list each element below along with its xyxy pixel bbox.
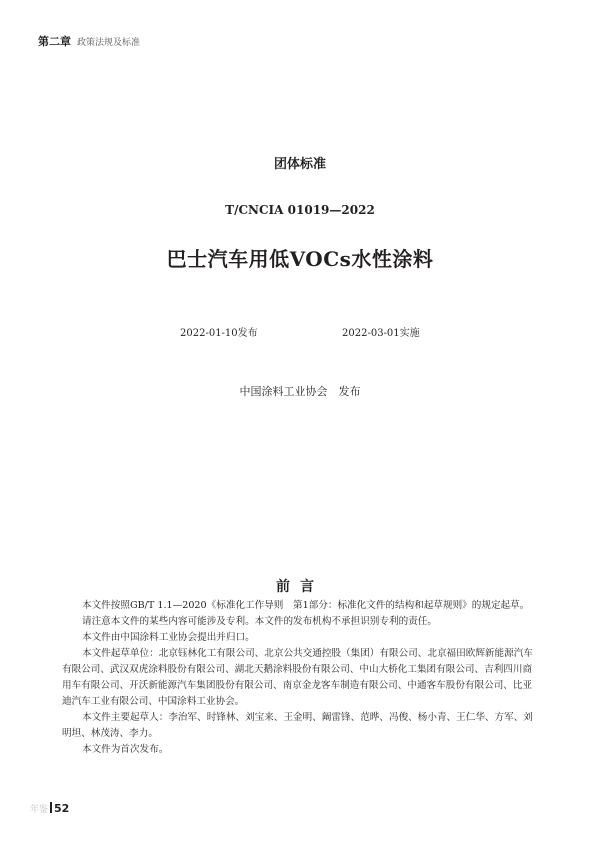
publish-date: 2022-01-10发布: [180, 328, 258, 339]
foreword-paragraph: 本文件由中国涂料工业协会提出并归口。: [82, 632, 255, 643]
page-footer: [30, 802, 69, 815]
foreword-paragraph: 本文件按照GB/T 1.1—2020《标准化工作导则 第1部分：标准化文件的结构和起草规则》的规定起草。: [82, 600, 530, 611]
standard-code: T/CNCIA 01019—2022: [225, 203, 375, 217]
section-label: 政策法规及标准: [77, 38, 141, 48]
foreword-paragraph: 本文件起草单位：北京钰林化工有限公司、北京公共交通控股（集团）有限公司、北京福田欧辉新能源汽车有限公司、武汉双虎涂料股份有限公司、湖北天鹅涂料股份有限公司、中山大桥化工集团有限公司、吉利四川商用车有限公司、开沃新能源汽车集团股份有限公司、南京金龙客车制造有限公司、中通客车股份有限公司、比亚迪汽车工业有限公司、中国涂料工业协会。: [62, 648, 533, 707]
foreword-title: 前言: [276, 579, 324, 595]
publisher: 中国涂料工业协会 发布: [239, 385, 361, 398]
footer-label: 年鉴: [30, 805, 49, 815]
effective-date: 2022-03-01实施: [342, 328, 420, 339]
standard-title: 巴士汽车用低VOCs水性涂料: [166, 247, 434, 271]
standard-type: 团体标准: [273, 157, 326, 172]
chapter-label: 第二章: [38, 35, 71, 48]
running-header: [38, 33, 140, 49]
footer-divider: [50, 802, 52, 813]
foreword-paragraph: 请注意本文件的某些内容可能涉及专利。本文件的发布机构不承担识别专利的责任。: [82, 616, 437, 627]
foreword-body: [62, 598, 540, 758]
foreword-paragraph: 本文件为首次发布。: [82, 744, 169, 755]
foreword-paragraph: 本文件主要起草人：李治军、时锋林、刘宝来、王金明、阚雷锋、范晔、冯俊、杨小青、王仁华、方军、刘明坦、林茂涛、李力。: [62, 712, 533, 739]
page-number: 52: [54, 802, 70, 815]
